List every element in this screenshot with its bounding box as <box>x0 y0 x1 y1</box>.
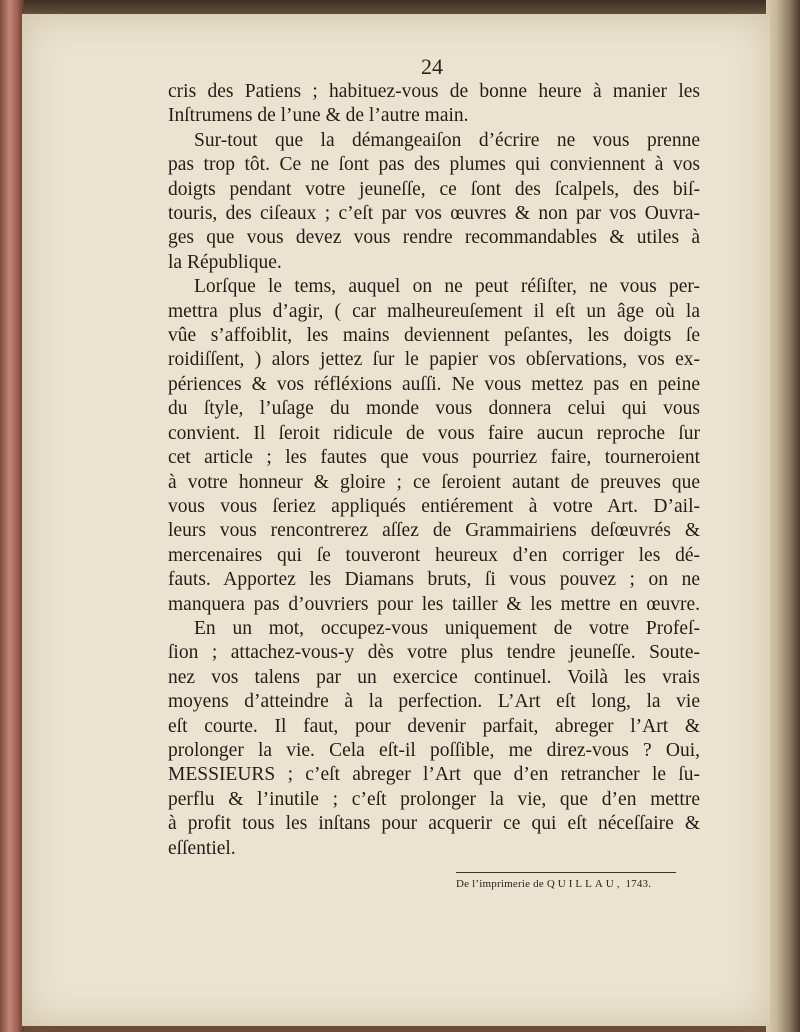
printer-imprint <box>456 878 696 890</box>
page-edge <box>766 0 800 1032</box>
text-line: la République. <box>168 251 282 273</box>
text-line: leurs vous rencontrerez aſſez de Grammairiens deſœuvrés & <box>168 520 700 542</box>
text-line: vous vous ſeriez appliqués entiérement à votre Art. D’ail- <box>168 495 700 517</box>
imprint-year: 1743. <box>625 878 652 890</box>
text-line: ges que vous devez vous rendre recommandables & utiles à <box>168 227 700 249</box>
text-line: touris, des ciſeaux ; c’eſt par vos œuvres & non par vos Ouvra- <box>168 203 700 225</box>
text-line: ſion ; attachez-vous-y dès votre plus tendre jeuneſſe. Soute- <box>168 642 700 664</box>
text-line: doigts pendant votre jeuneſſe, ce ſont des ſcalpels, des biſ- <box>168 178 700 200</box>
text-line: à profit tous les inſtans pour acquerir ce qui eſt néceſſaire & <box>168 813 700 835</box>
text-line: manquera pas d’ouvriers pour les tailler & les mettre en œuvre. <box>168 593 700 615</box>
text-line: prolonger la vie. Cela eſt-il poſſible, me direz-vous ? Oui, <box>168 739 700 761</box>
text-line: En un mot, occupez-vous uniquement de votre Profeſ- <box>194 617 700 639</box>
page-number: 24 <box>421 54 443 79</box>
imprint-rule <box>456 872 676 873</box>
text-line: fauts. Apportez les Diamans bruts, ſi vous pouvez ; on ne <box>168 569 700 591</box>
text-line: eſſentiel. <box>168 837 236 859</box>
text-line: roidiſſent, ) alors jettez ſur le papier vos obſervations, vos ex- <box>168 349 700 371</box>
text-line: convient. Il ſeroit ridicule de vous faire aucun reproche ſur <box>168 422 700 444</box>
text-line: moyens d’atteindre à la perfection. L’Art eſt long, la vie <box>168 691 700 713</box>
text-line: du ſtyle, l’uſage du monde vous donnera celui qui vous <box>168 398 700 420</box>
text-line: eſt courte. Il faut, pour devenir parfait, abreger l’Art & <box>168 715 700 737</box>
text-line: pas trop tôt. Ce ne ſont pas des plumes qui conviennent à vos <box>168 154 700 176</box>
text-line: Sur-tout que la démangeaiſon d’écrire ne vous prenne <box>194 129 700 151</box>
text-line: perflu & l’inutile ; c’eſt prolonger la vie, que d’en mettre <box>168 788 700 810</box>
text-line: vûe s’affoiblit, les mains deviennent peſantes, les doigts ſe <box>168 325 700 347</box>
imprint-printer: QUILLAU, <box>546 878 623 890</box>
text-line: cris des Patiens ; habituez-vous de bonne heure à manier les <box>168 81 700 102</box>
binding-spine <box>0 0 24 1032</box>
text-line: à votre honneur & gloire ; ce ſeroient autant de preuves que <box>168 471 700 493</box>
page-body-text <box>168 80 700 861</box>
text-line: Inſtrumens de l’une & de l’autre main. <box>168 105 469 127</box>
text-line: cet article ; les fautes que vous pourriez faire, tourneroient <box>168 447 700 469</box>
imprint-prefix: De l’imprimerie de <box>456 878 544 890</box>
text-line: mercenaires qui ſe touveront heureux d’en corriger les dé- <box>168 544 700 566</box>
text-line: périences & vos réfléxions auſſi. Ne vous mettez pas en peine <box>168 373 700 395</box>
text-line: Lorſque le tems, auquel on ne peut réſiſter, ne vous per- <box>194 276 700 298</box>
text-line: mettra plus d’agir, ( car malheureuſement il eſt un âge où la <box>168 300 700 322</box>
text-line: nez vos talens par un exercice continuel. Voilà les vrais <box>168 666 700 688</box>
text-line: MESSIEURS ; c’eſt abreger l’Art que d’en retrancher le ſu- <box>168 764 700 786</box>
